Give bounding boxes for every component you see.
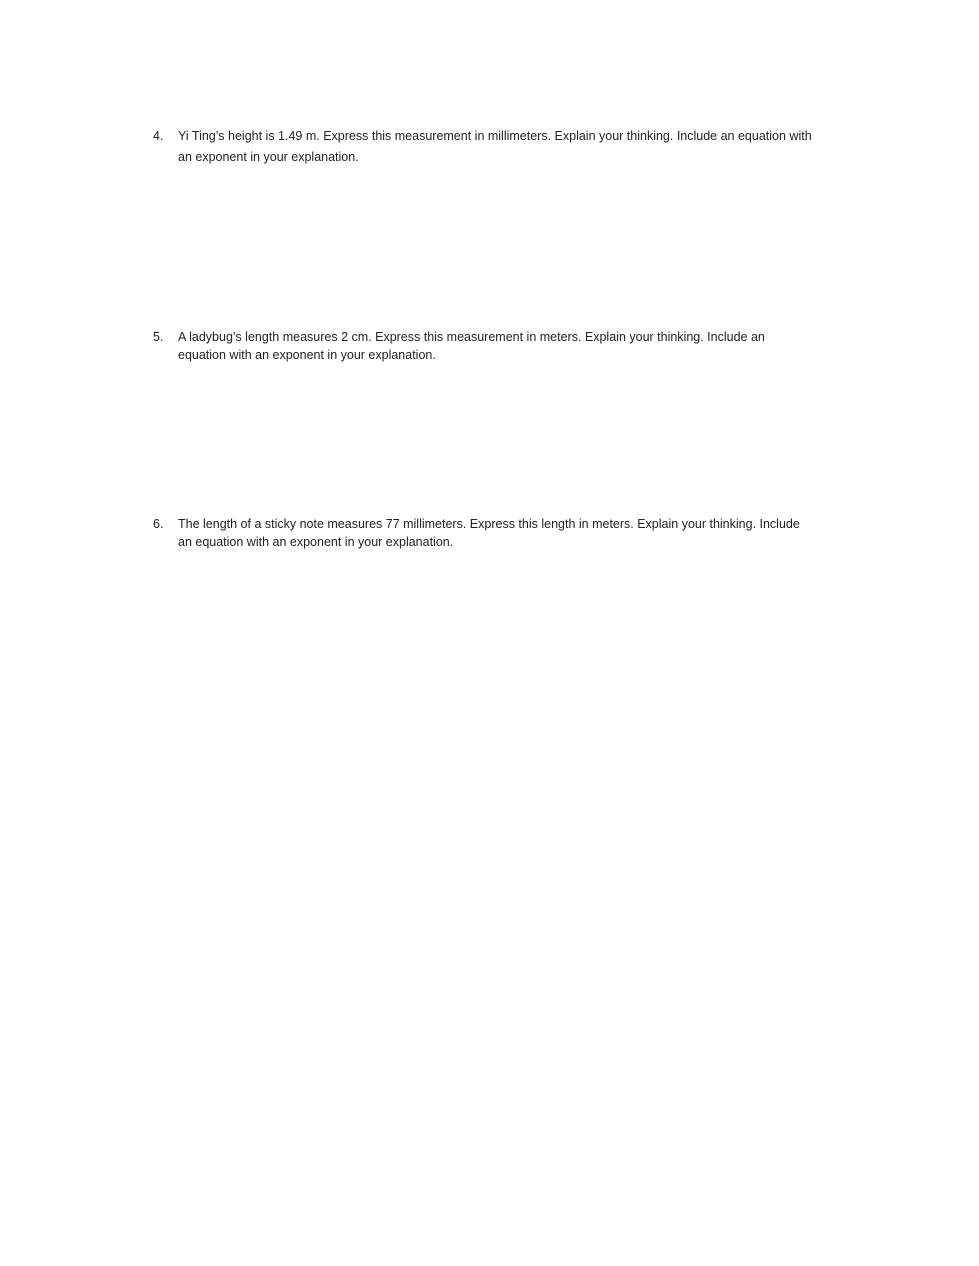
problem-4 (153, 126, 813, 168)
problem-number: 6. (153, 517, 164, 531)
problem-6 (153, 515, 813, 551)
problem-5 (153, 328, 813, 364)
problem-number: 5. (153, 330, 164, 344)
problem-text: Yi Ting’s height is 1.49 m. Express this measurement in millimeters. Explain your thinking. Include an equation with an exponent in your explanation. (178, 129, 812, 164)
problem-number: 4. (153, 129, 164, 143)
problem-text: The length of a sticky note measures 77 millimeters. Express this length in meters. Explain your thinking. Include an equation with an exponent in your explanation. (178, 517, 800, 549)
problem-text: A ladybug’s length measures 2 cm. Express this measurement in meters. Explain your thinking. Include an equation with an exponent in your explanation. (178, 330, 765, 362)
